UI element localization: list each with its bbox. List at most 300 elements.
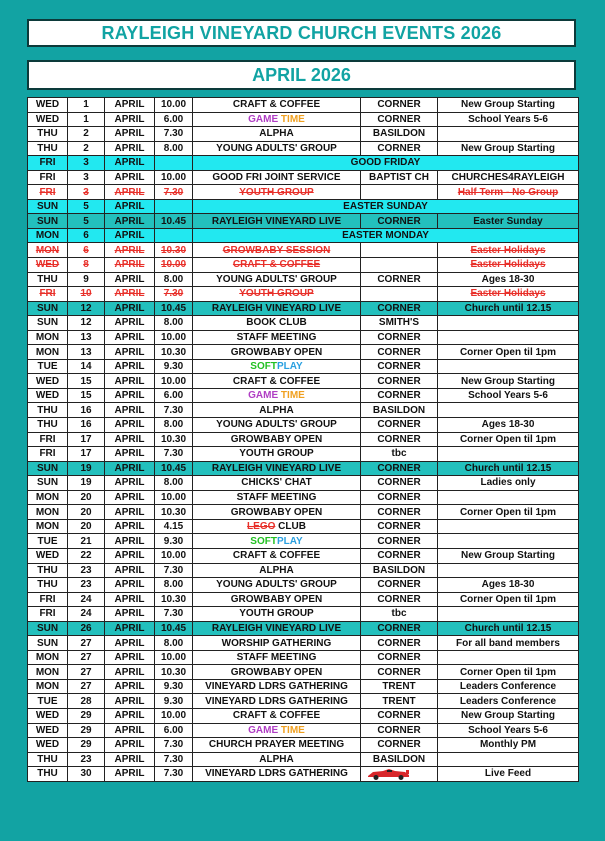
cell-date: 5	[68, 199, 105, 214]
cell-venue: CORNER	[361, 345, 438, 360]
cell-time: 10.30	[155, 345, 193, 360]
cell-note: Easter Holidays	[438, 258, 579, 273]
cell-month: APRIL	[105, 127, 155, 142]
cell-day: SUN	[28, 199, 68, 214]
cell-month: APRIL	[105, 708, 155, 723]
cell-date: 21	[68, 534, 105, 549]
cell-month: APRIL	[105, 374, 155, 389]
cell-time: 6.00	[155, 388, 193, 403]
cell-day: WED	[28, 98, 68, 113]
table-row	[28, 665, 579, 680]
cell-event: YOUNG ADULTS' GROUP	[193, 578, 361, 593]
table-row	[28, 403, 579, 418]
cell-month: APRIL	[105, 548, 155, 563]
cell-day: MON	[28, 679, 68, 694]
cell-month: APRIL	[105, 112, 155, 127]
cell-note: Corner Open til 1pm	[438, 432, 579, 447]
cell-month: APRIL	[105, 519, 155, 534]
table-row	[28, 316, 579, 331]
cell-note	[438, 519, 579, 534]
cell-note	[438, 447, 579, 462]
cell-day: SUN	[28, 214, 68, 229]
cell-day: FRI	[28, 432, 68, 447]
cell-month: APRIL	[105, 432, 155, 447]
cell-venue: CORNER	[361, 505, 438, 520]
cell-date: 27	[68, 650, 105, 665]
table-row	[28, 345, 579, 360]
cell-time: 4.15	[155, 519, 193, 534]
cell-note: Church until 12.15	[438, 621, 579, 636]
cell-day: TUE	[28, 694, 68, 709]
cell-time	[155, 156, 193, 171]
event-word: TIME	[278, 724, 305, 736]
cell-note: New Group Starting	[438, 98, 579, 113]
cell-month: APRIL	[105, 199, 155, 214]
table-row	[28, 359, 579, 374]
cell-month: APRIL	[105, 214, 155, 229]
cell-date: 1	[68, 112, 105, 127]
cell-date: 2	[68, 127, 105, 142]
cell-event: CHURCH PRAYER MEETING	[193, 738, 361, 753]
cell-note: Live Feed	[438, 767, 579, 782]
cell-note	[438, 403, 579, 418]
event-word: PLAY	[276, 535, 303, 547]
cell-event: ALPHA	[193, 563, 361, 578]
cell-month: APRIL	[105, 258, 155, 273]
cell-time: 8.00	[155, 636, 193, 651]
cell-venue: CORNER	[361, 592, 438, 607]
cell-time: 10.30	[155, 592, 193, 607]
cell-date: 24	[68, 607, 105, 622]
cell-time: 7.30	[155, 738, 193, 753]
table-row	[28, 694, 579, 709]
cell-event	[193, 723, 361, 738]
cell-day: TUE	[28, 534, 68, 549]
cell-date: 9	[68, 272, 105, 287]
cell-venue: CORNER	[361, 708, 438, 723]
cell-month: APRIL	[105, 650, 155, 665]
table-row	[28, 476, 579, 491]
month-heading: APRIL 2026	[27, 60, 576, 90]
cell-day: WED	[28, 708, 68, 723]
cell-day: THU	[28, 141, 68, 156]
cell-event: GROWBABY OPEN	[193, 665, 361, 680]
cell-day: WED	[28, 548, 68, 563]
cell-event	[193, 359, 361, 374]
table-row	[28, 418, 579, 433]
cell-month: APRIL	[105, 185, 155, 200]
cell-venue: CORNER	[361, 723, 438, 738]
table-row	[28, 738, 579, 753]
cell-month: APRIL	[105, 563, 155, 578]
table-row	[28, 432, 579, 447]
cell-date: 14	[68, 359, 105, 374]
cell-time: 10.45	[155, 214, 193, 229]
cell-date: 22	[68, 548, 105, 563]
cell-event: YOUTH GROUP	[193, 185, 361, 200]
table-row	[28, 199, 579, 214]
cell-time: 10.30	[155, 505, 193, 520]
cell-note	[438, 563, 579, 578]
event-word: GAME	[248, 390, 279, 402]
cell-date: 23	[68, 752, 105, 767]
cell-month: APRIL	[105, 330, 155, 345]
event-word: CLUB	[275, 521, 306, 533]
cell-month: APRIL	[105, 694, 155, 709]
table-row	[28, 723, 579, 738]
cell-day: MON	[28, 228, 68, 243]
cell-time: 8.00	[155, 272, 193, 287]
cell-event: GOOD FRIDAY	[193, 156, 579, 171]
cell-event: STAFF MEETING	[193, 490, 361, 505]
table-row	[28, 490, 579, 505]
cell-event: ALPHA	[193, 752, 361, 767]
cell-time: 10.00	[155, 374, 193, 389]
cell-time	[155, 228, 193, 243]
cell-day: THU	[28, 272, 68, 287]
cell-time: 9.30	[155, 534, 193, 549]
cell-venue: BASILDON	[361, 563, 438, 578]
cell-date: 30	[68, 767, 105, 782]
cell-event: STAFF MEETING	[193, 330, 361, 345]
table-row	[28, 98, 579, 113]
cell-time: 10.00	[155, 330, 193, 345]
cell-note: New Group Starting	[438, 374, 579, 389]
cell-note: New Group Starting	[438, 141, 579, 156]
cell-day: THU	[28, 403, 68, 418]
cell-date: 17	[68, 432, 105, 447]
cell-month: APRIL	[105, 723, 155, 738]
cell-event: GROWBABY OPEN	[193, 432, 361, 447]
cell-event: CRAFT & COFFEE	[193, 258, 361, 273]
cell-date: 8	[68, 258, 105, 273]
cell-time: 10.00	[155, 170, 193, 185]
cell-note	[438, 534, 579, 549]
cell-note	[438, 359, 579, 374]
cell-event	[193, 534, 361, 549]
cell-event: BOOK CLUB	[193, 316, 361, 331]
table-row	[28, 170, 579, 185]
cell-venue: CORNER	[361, 636, 438, 651]
cell-date: 26	[68, 621, 105, 636]
cell-date: 23	[68, 563, 105, 578]
cell-venue	[361, 258, 438, 273]
table-row	[28, 708, 579, 723]
table-row	[28, 679, 579, 694]
cell-note: Ages 18-30	[438, 578, 579, 593]
cell-note: Corner Open til 1pm	[438, 592, 579, 607]
cell-event: CRAFT & COFFEE	[193, 98, 361, 113]
cell-event: YOUNG ADULTS' GROUP	[193, 418, 361, 433]
cell-month: APRIL	[105, 505, 155, 520]
cell-note	[438, 490, 579, 505]
cell-venue: CORNER	[361, 621, 438, 636]
cell-time: 10.30	[155, 665, 193, 680]
cell-venue: CORNER	[361, 578, 438, 593]
cell-venue: CORNER	[361, 272, 438, 287]
cell-note: Ages 18-30	[438, 272, 579, 287]
cell-venue: tbc	[361, 607, 438, 622]
cell-day: MON	[28, 505, 68, 520]
events-table	[27, 97, 579, 782]
cell-date: 16	[68, 418, 105, 433]
cell-event: ALPHA	[193, 403, 361, 418]
cell-date: 5	[68, 214, 105, 229]
cell-venue: CORNER	[361, 374, 438, 389]
cell-date: 19	[68, 461, 105, 476]
cell-event: RAYLEIGH VINEYARD LIVE	[193, 214, 361, 229]
cell-time: 7.30	[155, 287, 193, 302]
cell-day: FRI	[28, 287, 68, 302]
cell-time: 10.00	[155, 650, 193, 665]
cell-note: Leaders Conference	[438, 679, 579, 694]
cell-month: APRIL	[105, 98, 155, 113]
cell-month: APRIL	[105, 403, 155, 418]
cell-month: APRIL	[105, 534, 155, 549]
cell-time: 7.30	[155, 752, 193, 767]
cell-day: MON	[28, 243, 68, 258]
table-row	[28, 156, 579, 171]
cell-event: GROWBABY OPEN	[193, 505, 361, 520]
cell-month: APRIL	[105, 592, 155, 607]
cell-date: 24	[68, 592, 105, 607]
cell-month: APRIL	[105, 243, 155, 258]
table-row	[28, 607, 579, 622]
cell-date: 3	[68, 170, 105, 185]
cell-day: FRI	[28, 170, 68, 185]
cell-event: GROWBABY SESSION	[193, 243, 361, 258]
cell-event: RAYLEIGH VINEYARD LIVE	[193, 621, 361, 636]
table-row	[28, 563, 579, 578]
cell-event: CHICKS' CHAT	[193, 476, 361, 491]
cell-day: WED	[28, 112, 68, 127]
table-row	[28, 141, 579, 156]
cell-date: 23	[68, 578, 105, 593]
cell-month: APRIL	[105, 752, 155, 767]
cell-note	[438, 316, 579, 331]
table-row	[28, 388, 579, 403]
cell-day: FRI	[28, 447, 68, 462]
cell-event: GROWBABY OPEN	[193, 592, 361, 607]
cell-date: 13	[68, 345, 105, 360]
cell-month: APRIL	[105, 359, 155, 374]
cell-day: MON	[28, 345, 68, 360]
table-row	[28, 447, 579, 462]
cell-time: 10.00	[155, 548, 193, 563]
cell-note: Corner Open til 1pm	[438, 665, 579, 680]
cell-note: Ages 18-30	[438, 418, 579, 433]
cell-venue: CORNER	[361, 98, 438, 113]
cell-note: Easter Sunday	[438, 214, 579, 229]
cell-month: APRIL	[105, 316, 155, 331]
cell-event: YOUNG ADULTS' GROUP	[193, 272, 361, 287]
cell-event: STAFF MEETING	[193, 650, 361, 665]
cell-date: 27	[68, 665, 105, 680]
table-row	[28, 112, 579, 127]
table-row	[28, 272, 579, 287]
table-row	[28, 578, 579, 593]
cell-event: CRAFT & COFFEE	[193, 374, 361, 389]
cell-note: School Years 5-6	[438, 112, 579, 127]
cell-date: 2	[68, 141, 105, 156]
cell-event: VINEYARD LDRS GATHERING	[193, 694, 361, 709]
cell-venue: CORNER	[361, 301, 438, 316]
cell-note	[438, 650, 579, 665]
cell-time: 8.00	[155, 418, 193, 433]
cell-day: WED	[28, 258, 68, 273]
cell-venue: CORNER	[361, 650, 438, 665]
cell-date: 29	[68, 723, 105, 738]
table-row	[28, 519, 579, 534]
table-row	[28, 228, 579, 243]
cell-day: WED	[28, 374, 68, 389]
cell-venue	[361, 243, 438, 258]
cell-date: 20	[68, 505, 105, 520]
cell-date: 29	[68, 738, 105, 753]
cell-time: 10.45	[155, 621, 193, 636]
cell-day: FRI	[28, 592, 68, 607]
event-word: PLAY	[276, 361, 303, 373]
cell-month: APRIL	[105, 287, 155, 302]
cell-day: TUE	[28, 359, 68, 374]
cell-time: 7.30	[155, 767, 193, 782]
table-row	[28, 752, 579, 767]
cell-day: SUN	[28, 316, 68, 331]
racing-car-icon	[365, 768, 411, 780]
table-row	[28, 592, 579, 607]
cell-day: SUN	[28, 621, 68, 636]
cell-day: WED	[28, 723, 68, 738]
cell-time: 8.00	[155, 316, 193, 331]
cell-month: APRIL	[105, 738, 155, 753]
cell-day: MON	[28, 330, 68, 345]
cell-day: WED	[28, 738, 68, 753]
cell-date: 10	[68, 287, 105, 302]
cell-event: RAYLEIGH VINEYARD LIVE	[193, 461, 361, 476]
cell-venue: CORNER	[361, 112, 438, 127]
cell-day: SUN	[28, 636, 68, 651]
cell-time: 10.00	[155, 708, 193, 723]
cell-time: 7.30	[155, 403, 193, 418]
cell-date: 15	[68, 374, 105, 389]
table-row	[28, 621, 579, 636]
cell-event: EASTER SUNDAY	[193, 199, 579, 214]
cell-venue	[361, 767, 438, 782]
cell-day: MON	[28, 519, 68, 534]
cell-day: FRI	[28, 607, 68, 622]
cell-month: APRIL	[105, 156, 155, 171]
cell-day: THU	[28, 418, 68, 433]
cell-note: Church until 12.15	[438, 461, 579, 476]
cell-time: 10.30	[155, 432, 193, 447]
table-row	[28, 127, 579, 142]
cell-note: Easter Holidays	[438, 287, 579, 302]
event-word: TIME	[278, 390, 305, 402]
cell-time: 9.30	[155, 694, 193, 709]
cell-month: APRIL	[105, 679, 155, 694]
cell-event: WORSHIP GATHERING	[193, 636, 361, 651]
cell-venue: CORNER	[361, 141, 438, 156]
cell-venue: CORNER	[361, 330, 438, 345]
cell-time: 9.30	[155, 679, 193, 694]
cell-date: 15	[68, 388, 105, 403]
table-row	[28, 636, 579, 651]
cell-venue: CORNER	[361, 359, 438, 374]
cell-event: VINEYARD LDRS GATHERING	[193, 679, 361, 694]
cell-venue: BAPTIST CH	[361, 170, 438, 185]
cell-month: APRIL	[105, 461, 155, 476]
cell-date: 16	[68, 403, 105, 418]
cell-day: THU	[28, 752, 68, 767]
cell-event: CRAFT & COFFEE	[193, 548, 361, 563]
cell-date: 19	[68, 476, 105, 491]
cell-time: 6.00	[155, 723, 193, 738]
cell-note: Leaders Conference	[438, 694, 579, 709]
cell-day: SUN	[28, 461, 68, 476]
cell-day: THU	[28, 127, 68, 142]
cell-day: THU	[28, 578, 68, 593]
cell-month: APRIL	[105, 388, 155, 403]
table-row	[28, 243, 579, 258]
cell-month: APRIL	[105, 578, 155, 593]
cell-note: Half Term - No Group	[438, 185, 579, 200]
cell-time: 10.00	[155, 98, 193, 113]
cell-month: APRIL	[105, 170, 155, 185]
table-row	[28, 374, 579, 389]
cell-note: Corner Open til 1pm	[438, 345, 579, 360]
cell-month: APRIL	[105, 228, 155, 243]
cell-day: SUN	[28, 301, 68, 316]
cell-event: GROWBABY OPEN	[193, 345, 361, 360]
cell-note: School Years 5-6	[438, 723, 579, 738]
cell-time: 6.00	[155, 112, 193, 127]
cell-venue: TRENT	[361, 679, 438, 694]
cell-venue: CORNER	[361, 548, 438, 563]
cell-time: 10.00	[155, 490, 193, 505]
cell-day: MON	[28, 490, 68, 505]
cell-event: YOUTH GROUP	[193, 447, 361, 462]
cell-month: APRIL	[105, 418, 155, 433]
cell-venue: CORNER	[361, 432, 438, 447]
cell-note: For all band members	[438, 636, 579, 651]
cell-time: 10.00	[155, 258, 193, 273]
cell-note	[438, 330, 579, 345]
cell-date: 12	[68, 316, 105, 331]
table-row	[28, 330, 579, 345]
cell-event: CRAFT & COFFEE	[193, 708, 361, 723]
event-word: LEGO	[247, 521, 276, 533]
cell-event	[193, 112, 361, 127]
cell-month: APRIL	[105, 636, 155, 651]
cell-venue: CORNER	[361, 738, 438, 753]
cell-venue	[361, 287, 438, 302]
table-row	[28, 287, 579, 302]
event-word: SOFT	[250, 361, 277, 373]
event-word: GAME	[248, 724, 279, 736]
cell-date: 3	[68, 156, 105, 171]
cell-note: Ladies only	[438, 476, 579, 491]
cell-venue: CORNER	[361, 461, 438, 476]
cell-venue: CORNER	[361, 418, 438, 433]
cell-event: YOUTH GROUP	[193, 607, 361, 622]
table-row	[28, 534, 579, 549]
table-row	[28, 214, 579, 229]
page-title: RAYLEIGH VINEYARD CHURCH EVENTS 2026	[27, 19, 576, 47]
cell-venue: BASILDON	[361, 752, 438, 767]
table-row	[28, 767, 579, 782]
cell-month: APRIL	[105, 272, 155, 287]
cell-note: New Group Starting	[438, 708, 579, 723]
